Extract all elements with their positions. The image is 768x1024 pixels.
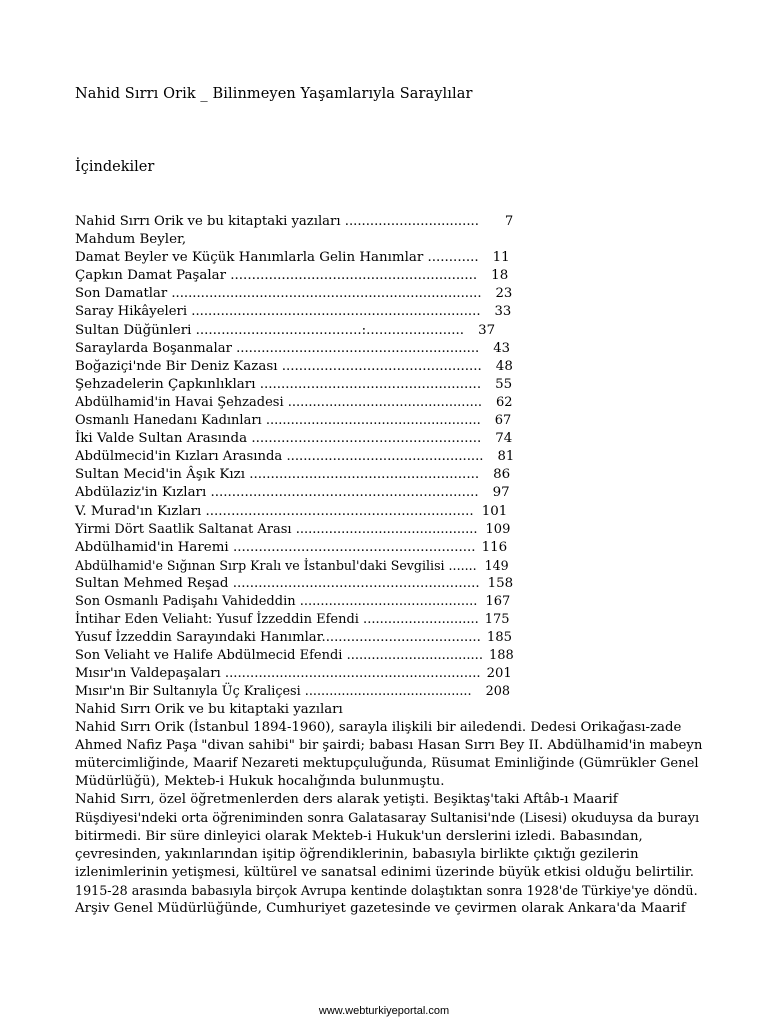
body-line: Nahid Sırrı, özel öğretmenlerden ders alarak yetişti. Beşiktaş'taki Aftâb-ı Maarif: [75, 792, 618, 808]
body-line: mütercimliğinde, Maarif Nezareti mektupçuluğunda, Rüsumat Eminliğinde (Gümrükler Genel: [75, 756, 699, 772]
toc-entry-title: Abdülaziz'in Kızları ...............................................................: [75, 485, 479, 501]
toc-entry-title: Sultan Mecid'in Âşık Kızı ......................................................: [75, 467, 480, 483]
toc-entry-title: Osmanlı Hanedanı Kadınları ....................................................: [75, 413, 481, 429]
toc-entry: [75, 358, 515, 376]
toc-entry: [75, 412, 515, 430]
toc-entry-page: 109: [485, 521, 511, 537]
toc-entry: [75, 322, 515, 340]
toc-entry-page: 201: [486, 666, 512, 682]
toc-entry: [75, 647, 515, 665]
toc-entry-title: Damat Beyler ve Küçük Hanımlarla Gelin Hanımlar ............: [75, 250, 479, 266]
toc-entry-page: 23: [495, 286, 513, 302]
body-line: Arşiv Genel Müdürlüğünde, Cumhuriyet gazetesinde ve çevirmen olarak Ankara'da Maarif: [75, 901, 686, 917]
toc-entry-title: Nahid Sırrı Orik ve bu kitaptaki yazıları ................................: [75, 214, 479, 229]
toc-entry: [75, 593, 515, 611]
toc-entry: [75, 557, 515, 575]
toc-entry-title: Saray Hikâyeleri .....................................................................: [75, 304, 481, 320]
toc-entry-title: Saraylarda Boşanmalar ..........................................................: [75, 340, 480, 356]
toc-entry-title: Mahdum Beyler,: [75, 232, 187, 248]
toc-entry-page: 18: [491, 268, 509, 284]
toc-entry-title: V. Murad'ın Kızları ...............................................................: [75, 503, 474, 519]
body-line: çevresinden, yakınlarından işitip öğrendiklerinin, babasıyla birlikte çıktığı gezilerin: [75, 846, 639, 862]
toc-entry-page: 175: [484, 612, 510, 628]
document-title: Nahid Sırrı Orik _ Bilinmeyen Yaşamlarıyla Saraylılar: [75, 86, 473, 102]
toc-entry: [75, 231, 515, 249]
toc-entry-title: Boğaziçi'nde Bir Deniz Kazası ...............................................: [75, 358, 482, 374]
toc-entry-title: Şehzadelerin Çapkınlıkları ....................................................: [75, 376, 482, 392]
toc-entry-page: 67: [494, 413, 512, 429]
toc-entry: [75, 267, 515, 285]
toc-entry-page: 81: [497, 449, 515, 465]
toc-entry-page: 167: [485, 593, 511, 609]
toc-entry-page: 74: [495, 431, 513, 447]
toc-entry: [75, 629, 515, 647]
toc-entry: [75, 213, 515, 231]
footer-url: www.webturkiyeportal.com: [318, 1005, 450, 1017]
toc-entry-title: Sultan Mehmed Reşad ..........................................................: [75, 575, 480, 591]
toc-heading: İçindekiler: [75, 159, 155, 175]
toc-entry-title: Son Damatlar ..........................................................................: [75, 286, 482, 302]
toc-entry-page: 208: [485, 684, 510, 700]
toc-entry-page: 158: [487, 575, 514, 591]
toc-entry: [75, 665, 515, 683]
body-line: izlenimlerinin yetişmesi, kültürel ve sanatsal edinimi üzerinde büyük etkisi olduğu belirtilir.: [75, 864, 694, 880]
toc-entry-title: İki Valde Sultan Arasında ......................................................: [75, 431, 482, 447]
toc-entry-title: Abdülhamid'in Haremi .........................................................: [75, 539, 476, 555]
toc-entry-page: 43: [493, 340, 511, 356]
toc-entry: [75, 376, 515, 394]
toc-entry: [75, 249, 515, 267]
body-line: Ahmed Nafiz Paşa "divan sahibi" bir şairdi; babası Hasan Sırrı Bey II. Abdülhamid'in mabeyn: [75, 738, 703, 754]
toc-entry-title: Yusuf İzzeddin Sarayındaki Hanımlar......................................: [75, 630, 481, 646]
toc-entry-title: Son Veliaht ve Halife Abdülmecid Efendi .................................: [75, 648, 483, 664]
body-line: Nahid Sırrı Orik (İstanbul 1894-1960), sarayla ilişkili bir ailedendi. Dedesi Orikağası-zade: [75, 720, 682, 736]
toc-entry: [75, 340, 515, 358]
toc-entry-title: Mısır'ın Bir Sultanıyla Üç Kraliçesi .........................................: [75, 684, 472, 700]
toc-entry-page: 116: [481, 539, 508, 555]
toc-entry-page: 149: [484, 557, 509, 573]
toc-entry-page: 185: [486, 630, 512, 646]
toc-entry: [75, 539, 515, 557]
toc-entry-page: 7: [504, 214, 514, 229]
toc-entry-page: 11: [492, 250, 510, 266]
toc-entry-page: 48: [495, 358, 513, 374]
toc-entry-page: 97: [492, 485, 510, 501]
table-of-contents: [75, 213, 515, 702]
toc-entry-page: 188: [488, 648, 514, 664]
section-heading: Nahid Sırrı Orik ve bu kitaptaki yazıları: [75, 702, 343, 717]
toc-entry-title: Son Osmanlı Padişahı Vahideddin ...........................................: [75, 593, 478, 609]
toc-entry-page: 62: [495, 394, 513, 410]
toc-entry: [75, 521, 515, 539]
toc-entry: [75, 430, 515, 448]
toc-entry-title: Abdülhamid'e Sığınan Sırp Kralı ve İstanbul'daki Sevgilisi .......: [75, 557, 477, 573]
toc-entry: [75, 448, 515, 466]
toc-entry: [75, 466, 515, 484]
toc-entry-title: Mısır'ın Valdepaşaları .............................................................: [75, 666, 481, 682]
toc-entry-page: 86: [493, 467, 511, 483]
toc-entry: [75, 394, 515, 412]
body-line: 1915-28 arasında babasıyla birçok Avrupa kentinde dolaştıktan sonra 1928'de Türkiye'ye döndü.: [75, 882, 698, 898]
toc-entry-page: 33: [494, 304, 512, 320]
body-line: bitirmedi. Bir süre dinleyici olarak Mekteb-i Hukuk'un derslerini izledi. Babasından,: [75, 828, 643, 844]
body-text: [75, 701, 705, 918]
toc-entry: [75, 285, 515, 303]
toc-entry: [75, 303, 515, 321]
toc-entry-title: Yirmi Dört Saatlik Saltanat Arası ............................................: [75, 521, 478, 537]
toc-entry-title: Abdülhamid'in Havai Şehzadesi ...............................................: [75, 394, 482, 410]
toc-entry-page: 101: [481, 503, 508, 519]
toc-entry: [75, 683, 515, 701]
toc-entry: [75, 503, 515, 521]
toc-entry: [75, 611, 515, 629]
toc-entry-title: Sultan Düğünleri .......................................:.......................: [75, 322, 465, 338]
toc-entry-title: Çapkın Damat Paşalar ..........................................................: [75, 268, 478, 284]
toc-entry-title: Abdülmecid'in Kızları Arasında ...............................................: [75, 449, 484, 465]
toc-entry: [75, 575, 515, 593]
toc-entry-page: 55: [495, 376, 513, 392]
body-line: Rüşdiyesi'ndeki orta öğreniminden sonra Galatasaray Sultanisi'nde (Lisesi) okuduysa da burayı: [75, 810, 700, 826]
toc-entry: [75, 484, 515, 502]
body-line: Müdürlüğü), Mekteb-i Hukuk hocalığında bulunmuştu.: [75, 774, 445, 790]
toc-entry-title: İntihar Eden Veliaht: Yusuf İzzeddin Efendi ............................: [75, 612, 479, 628]
toc-entry-page: 37: [478, 322, 496, 338]
